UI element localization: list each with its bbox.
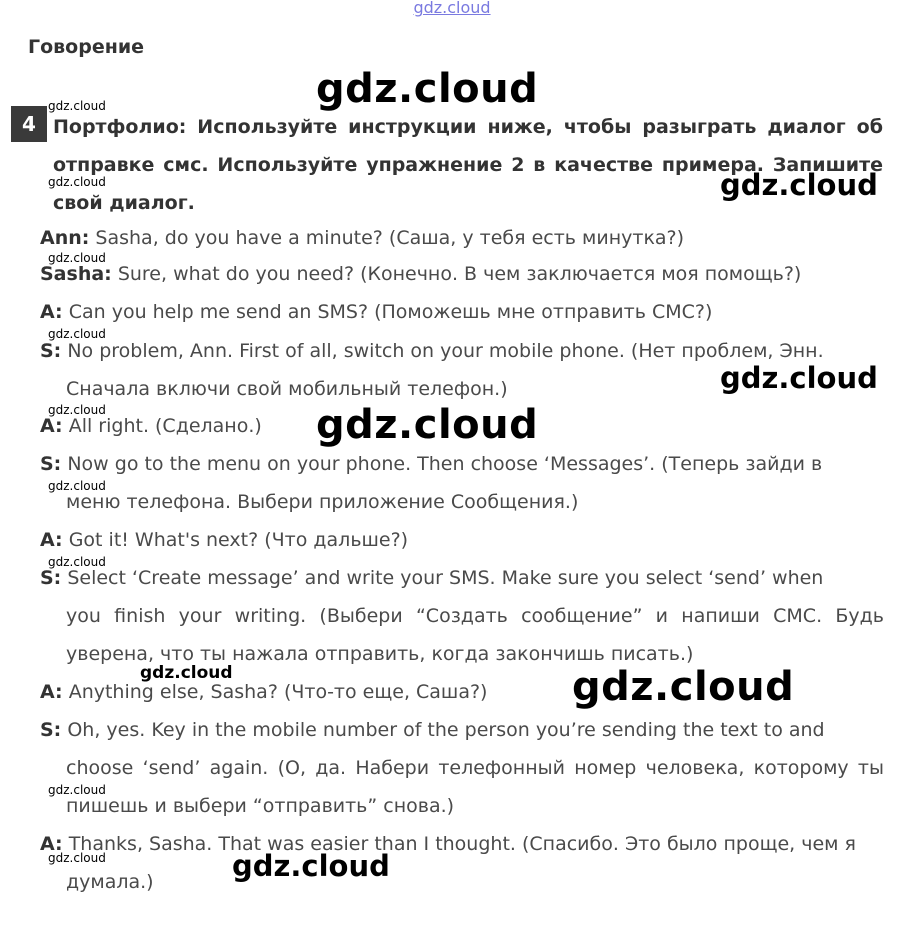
dialogue-line — [40, 521, 890, 559]
watermark: gdz.cloud — [316, 66, 539, 112]
watermark: gdz.cloud — [720, 168, 878, 202]
line-text: No problem, Ann. First of all, switch on your mobile phone. (Нет проблем, Энн. — [67, 340, 824, 362]
speaker-label: S: — [40, 340, 62, 362]
watermark: gdz.cloud — [48, 555, 106, 569]
speaker-label: A: — [40, 415, 63, 437]
line-continuation: меню телефона. Выбери приложение Сообщения.) — [66, 491, 579, 513]
dialogue-line — [40, 825, 884, 901]
watermark: gdz.cloud — [720, 361, 878, 395]
line-text: Sasha, do you have a minute? (Саша, у тебя есть минутка?) — [95, 227, 685, 249]
watermark: gdz.cloud — [572, 664, 795, 710]
task-number-badge: 4 — [11, 106, 47, 142]
watermark: gdz.cloud — [48, 99, 106, 113]
line-text: All right. (Сделано.) — [68, 415, 262, 437]
dialogue-line — [40, 559, 884, 673]
watermark: gdz.cloud — [140, 663, 233, 683]
line-text: Can you help me send an SMS? (Поможешь мне отправить СМС?) — [68, 301, 713, 323]
line-text: Select ‘Create message’ and write your SMS. Make sure you select ‘send’ when — [67, 567, 824, 589]
speaker-label: S: — [40, 453, 62, 475]
watermark: gdz.cloud — [48, 175, 106, 189]
speaker-label: A: — [40, 681, 63, 703]
line-continuation: думала.) — [66, 871, 154, 893]
dialogue-line — [40, 293, 890, 331]
line-text: Now go to the menu on your phone. Then choose ‘Messages’. (Теперь зайди в — [67, 453, 823, 475]
watermark: gdz.cloud — [48, 851, 106, 865]
dialogue-line — [40, 445, 884, 521]
top-watermark-link[interactable]: gdz.cloud — [413, 0, 491, 17]
section-title: Говорение — [28, 36, 145, 58]
watermark: gdz.cloud — [48, 251, 106, 265]
line-text: Got it! What's next? (Что дальше?) — [68, 529, 409, 551]
line-continuation: Сначала включи свой мобильный телефон.) — [66, 378, 508, 400]
line-continuation: choose ‘send’ again. (О, да. Набери телефонный номер человека, которому ты пишешь и выбери “отправить” снова.) — [66, 757, 884, 817]
line-text: Thanks, Sasha. That was easier than I thought. (Спасибо. Это было проще, чем я — [68, 833, 856, 855]
watermark: gdz.cloud — [316, 402, 539, 448]
watermark: gdz.cloud — [48, 479, 106, 493]
task-instructions: Портфолио: Используйте инструкции ниже, чтобы разыграть диалог об отправке смс. Используйте упражнение 2 в качестве примера. Запишите свой диалог. — [53, 116, 883, 214]
line-text: Sure, what do you need? (Конечно. В чем заключается моя помощь?) — [117, 263, 802, 285]
speaker-label: S: — [40, 719, 62, 741]
line-continuation: you finish your writing. (Выбери “Создать сообщение” и напиши СМС. Будь уверена, что ты нажала отправить, когда закончишь писать.) — [66, 605, 884, 665]
speaker-label: Ann: — [40, 227, 90, 249]
speaker-label: A: — [40, 529, 63, 551]
dialogue-line — [40, 711, 884, 825]
speaker-label: Sasha: — [40, 263, 112, 285]
speaker-label: A: — [40, 301, 63, 323]
watermark: gdz.cloud — [48, 403, 106, 417]
line-text: Oh, yes. Key in the mobile number of the person you’re sending the text to and — [67, 719, 825, 741]
dialogue-line — [40, 255, 890, 293]
speaker-label: A: — [40, 833, 63, 855]
dialogue-line — [40, 219, 890, 257]
watermark: gdz.cloud — [48, 327, 106, 341]
watermark: gdz.cloud — [48, 783, 106, 797]
speaker-label: S: — [40, 567, 62, 589]
watermark: gdz.cloud — [232, 849, 390, 883]
line-text: Anything else, Sasha? (Что-то еще, Саша?) — [68, 681, 488, 703]
